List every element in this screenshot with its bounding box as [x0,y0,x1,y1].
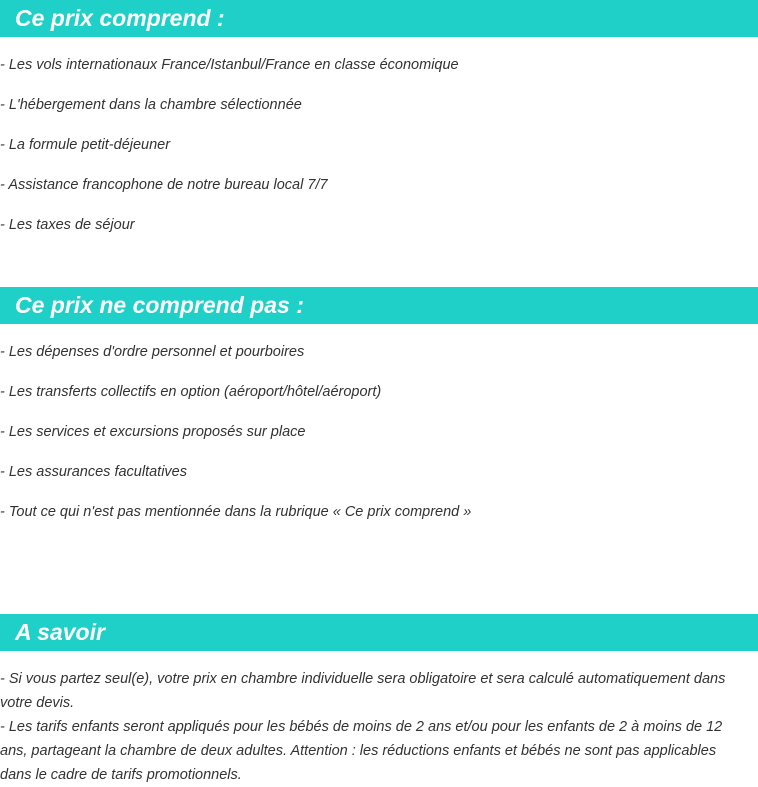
info-paragraph: - Si vous partez seul(e), votre prix en chambre individuelle sera obligatoire et sera calculé automatiquement dans votre devis. [0,671,726,711]
section-header-included: Ce prix comprend : [0,0,758,37]
info-paragraph: - Les tarifs enfants seront appliqués pour les bébés de moins de 2 ans et/ou pour les enfants de 2 à moins de 12 ans, partageant la chambre de deux adultes. Attention : les réductions enfants et bébés ne sont pas applicables dans le cadre de tarifs promotionnels. [0,719,723,783]
section-header-good-to-know: A savoir [0,614,758,651]
included-list [0,56,758,256]
list-item: - Les dépenses d'ordre personnel et pourboires [0,344,305,360]
not-included-list [0,343,758,543]
list-item: - L'hébergement dans la chambre sélectionnée [0,97,302,113]
list-item: - La formule petit-déjeuner [0,137,171,153]
list-item: - Les vols internationaux France/Istanbul/France en classe économique [0,57,459,73]
list-item: - Les taxes de séjour [0,217,135,233]
list-item: - Les transferts collectifs en option (aéroport/hôtel/aéroport) [0,384,382,400]
section-header-not-included: Ce prix ne comprend pas : [0,287,758,324]
list-item: - Les assurances facultatives [0,464,187,480]
list-item: - Les services et excursions proposés sur place [0,424,306,440]
list-item: - Assistance francophone de notre bureau local 7/7 [0,177,328,193]
list-item: - Tout ce qui n'est pas mentionnée dans la rubrique « Ce prix comprend » [0,504,472,520]
